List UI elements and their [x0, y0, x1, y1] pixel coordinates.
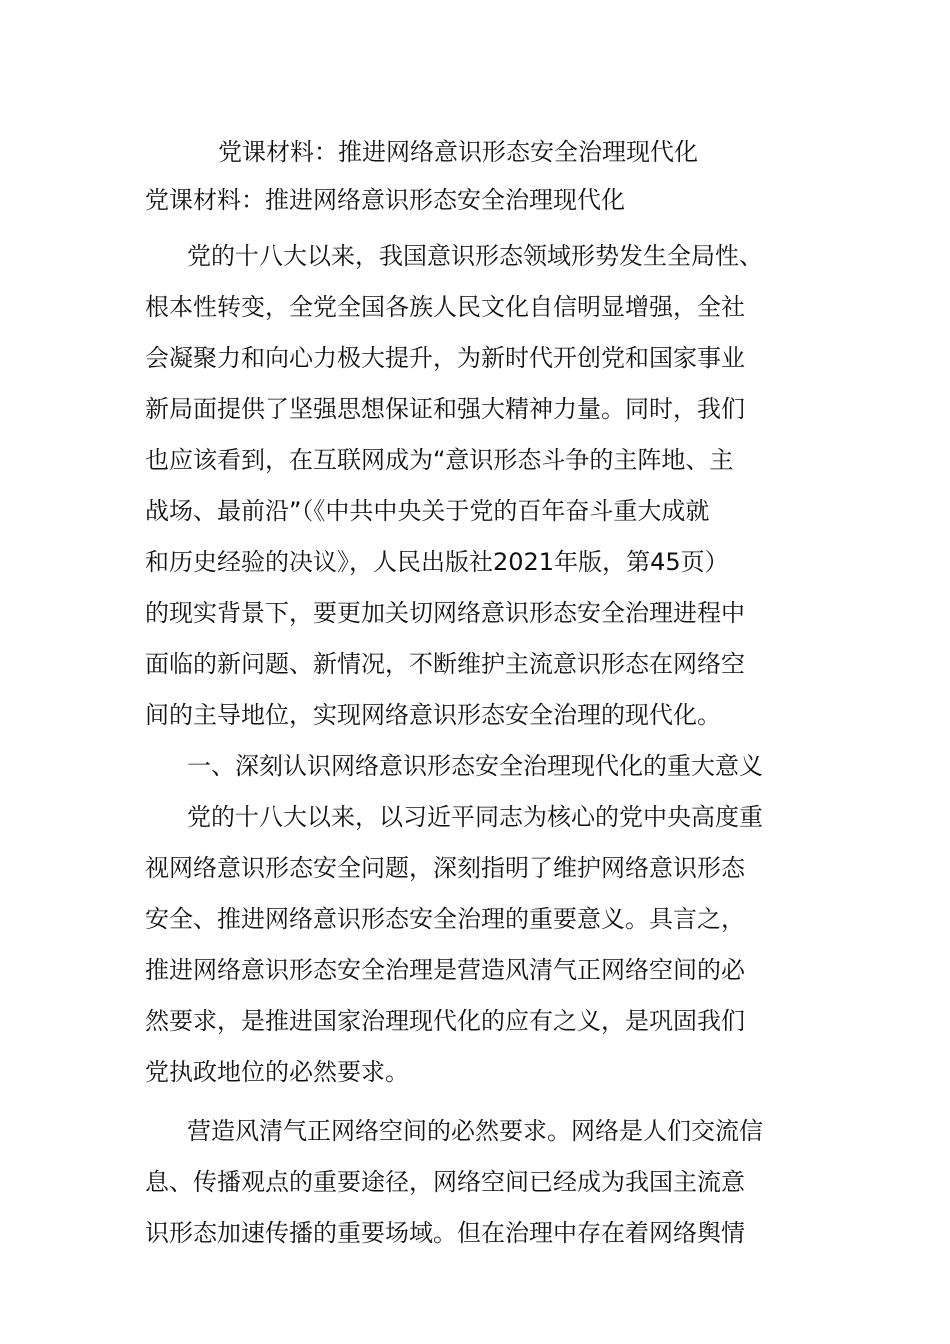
paragraph-line: 的现实背景下，要更加关切网络意识形态安全治理进程中 [145, 599, 745, 627]
paragraph-line: 根本性转变，全党全国各族人民文化自信明显增强，全社 [145, 293, 745, 321]
paragraph-line: 视网络意识形态安全问题，深刻指明了维护网络意识形态 [145, 854, 745, 882]
paragraph-line: 然要求，是推进国家治理现代化的应有之义，是巩固我们 [145, 1007, 745, 1035]
paragraph-line: 党的十八大以来，以习近平同志为核心的党中央高度重 [187, 803, 763, 831]
paragraph-line: 息、传播观点的重要途径，网络空间已经成为我国主流意 [145, 1168, 745, 1196]
paragraph-gap [145, 1098, 810, 1106]
document-body [145, 231, 810, 1259]
paragraph-line: 新局面提供了坚强思想保证和强大精神力量。同时，我们 [145, 395, 745, 423]
paragraph-line: 间的主导地位，实现网络意识形态安全治理的现代化。 [145, 701, 721, 729]
paragraph-line: 和历史经验的决议》，人民出版社2021年版，第45页） [145, 548, 729, 576]
paragraph-line: 推进网络意识形态安全治理是营造风清气正网络空间的必 [145, 956, 745, 984]
paragraph-line: 党执政地位的必然要求。 [145, 1058, 409, 1086]
paragraph-line: 党的十八大以来，我国意识形态领域形势发生全局性、 [187, 242, 763, 270]
document-subtitle: 党课材料：推进网络意识形态安全治理现代化 [145, 186, 625, 214]
document-title: 党课材料：推进网络意识形态安全治理现代化 [218, 138, 698, 166]
paragraph-line: 安全、推进网络意识形态安全治理的重要意义。具言之， [145, 905, 745, 933]
paragraph-line: 会凝聚力和向心力极大提升，为新时代开创党和国家事业 [145, 344, 745, 372]
paragraph-line: 识形态加速传播的重要场域。但在治理中存在着网络舆情 [145, 1219, 745, 1247]
paragraph-line: 也应该看到，在互联网成为“意识形态斗争的主阵地、主 [145, 446, 734, 474]
paragraph-line: 面临的新问题、新情况，不断维护主流意识形态在网络空 [145, 650, 745, 678]
paragraph-line: 战场、最前沿”（《中共中央关于党的百年奋斗重大成就 [145, 497, 710, 525]
section-heading: 一、深刻认识网络意识形态安全治理现代化的重大意义 [187, 752, 763, 780]
paragraph-line: 营造风清气正网络空间的必然要求。网络是人们交流信 [187, 1117, 763, 1145]
